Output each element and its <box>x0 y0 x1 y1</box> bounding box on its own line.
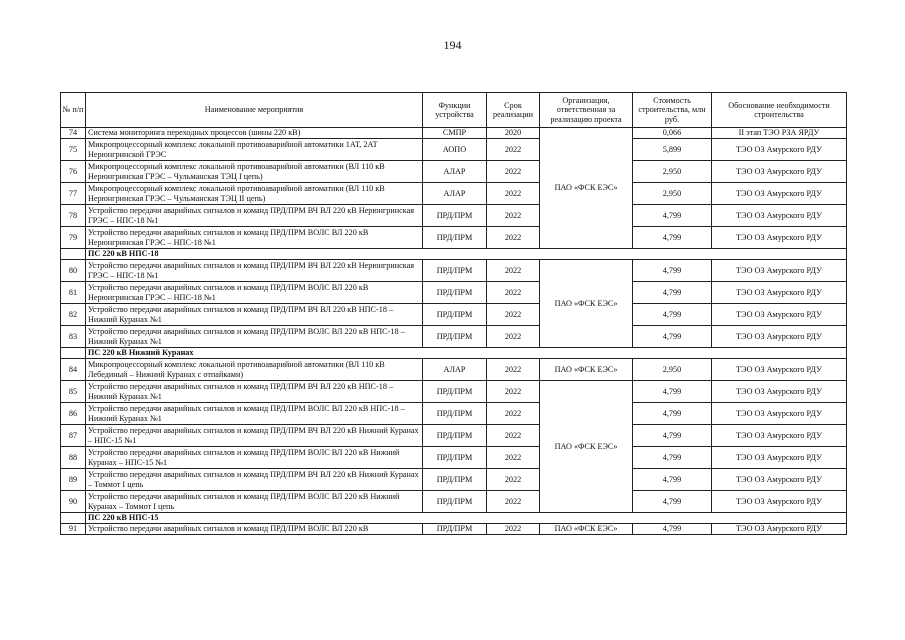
cell-name: Устройство передачи аварийных сигналов и команд ПРД/ПРМ ВОЛС ВЛ 220 кВ Нерюнгринская ГРЭС – НПС-18 №1 <box>86 282 423 304</box>
cell-basis: ТЭО ОЗ Амурского РДУ <box>712 447 847 469</box>
table-row <box>61 359 847 381</box>
cell-term: 2022 <box>487 403 540 425</box>
cell-term: 2022 <box>487 282 540 304</box>
cell-func: ПРД/ПРМ <box>423 227 487 249</box>
table-row <box>61 227 847 249</box>
cell-name: Микропроцессорный комплекс локальной противоаварийной автоматики (ВЛ 110 кВ Нерюнгринская ГРЭС – Чульманская ТЭЦ II цепь) <box>86 183 423 205</box>
cell-func: ПРД/ПРМ <box>423 425 487 447</box>
cell-name: Устройство передачи аварийных сигналов и команд ПРД/ПРМ ВЧ ВЛ 220 кВ Нерюнгринская ГРЭС – НПС-18 №1 <box>86 260 423 282</box>
cell-cost: 4,799 <box>633 425 712 447</box>
section-row <box>61 249 847 260</box>
cell-func: АЛАР <box>423 183 487 205</box>
cell-term: 2022 <box>487 381 540 403</box>
cell-basis: ТЭО ОЗ Амурского РДУ <box>712 425 847 447</box>
table-row <box>61 282 847 304</box>
cell-num: 88 <box>61 447 86 469</box>
table-row <box>61 491 847 513</box>
cell-org-group: ПАО «ФСК ЕЭС» <box>540 260 633 348</box>
cell-num: 76 <box>61 161 86 183</box>
section-num-cell <box>61 348 86 359</box>
cell-name: Устройство передачи аварийных сигналов и команд ПРД/ПРМ ВОЛС ВЛ 220 кВ Нижний Куранах – НПС-15 №1 <box>86 447 423 469</box>
page-number: 194 <box>443 38 462 52</box>
cell-cost: 4,799 <box>633 227 712 249</box>
table-header-row <box>61 93 847 128</box>
cell-func: ПРД/ПРМ <box>423 260 487 282</box>
table-row <box>61 403 847 425</box>
cell-basis: ТЭО ОЗ Амурского РДУ <box>712 326 847 348</box>
cell-basis: ТЭО ОЗ Амурского РДУ <box>712 359 847 381</box>
cell-num: 84 <box>61 359 86 381</box>
measures-table <box>60 92 847 535</box>
cell-num: 74 <box>61 128 86 139</box>
section-num-cell <box>61 513 86 524</box>
cell-basis: II этап ТЭО РЗА ЯРДУ <box>712 128 847 139</box>
cell-name: Микропроцессорный комплекс локальной противоаварийной автоматики (ВЛ 110 кВ Нерюнгринская ГРЭС – Чульманская ТЭЦ I цепь) <box>86 161 423 183</box>
cell-cost: 4,799 <box>633 282 712 304</box>
cell-term: 2022 <box>487 205 540 227</box>
cell-name: Устройство передачи аварийных сигналов и команд ПРД/ПРМ ВЧ ВЛ 220 кВ НПС-18 – Нижний Куранах №1 <box>86 381 423 403</box>
cell-name: Устройство передачи аварийных сигналов и команд ПРД/ПРМ ВЧ ВЛ 220 кВ Нерюнгринская ГРЭС – НПС-18 №1 <box>86 205 423 227</box>
table-row <box>61 161 847 183</box>
cell-name: Устройство передачи аварийных сигналов и команд ПРД/ПРМ ВОЛС ВЛ 220 кВ Нижний Куранах – Томмот I цепь <box>86 491 423 513</box>
cell-term: 2022 <box>487 359 540 381</box>
cell-name: Микропроцессорный комплекс локальной противоаварийной автоматики (ВЛ 110 кВ Лебединый – Нижний Куранах с отпайками) <box>86 359 423 381</box>
cell-cost: 0,066 <box>633 128 712 139</box>
cell-func: ПРД/ПРМ <box>423 403 487 425</box>
table-row <box>61 139 847 161</box>
cell-cost: 4,799 <box>633 469 712 491</box>
header-cost: Стоимость строительства, млн руб. <box>633 93 712 128</box>
cell-org-group: ПАО «ФСК ЕЭС» <box>540 128 633 249</box>
cell-org-group: ПАО «ФСК ЕЭС» <box>540 381 633 513</box>
cell-num: 80 <box>61 260 86 282</box>
cell-term: 2020 <box>487 128 540 139</box>
cell-num: 81 <box>61 282 86 304</box>
cell-basis: ТЭО ОЗ Амурского РДУ <box>712 491 847 513</box>
table-row <box>61 524 847 535</box>
cell-num: 82 <box>61 304 86 326</box>
cell-basis: ТЭО ОЗ Амурского РДУ <box>712 282 847 304</box>
section-title: ПС 220 кВ Нижний Куранах <box>86 348 847 359</box>
cell-cost: 4,799 <box>633 491 712 513</box>
table-row <box>61 469 847 491</box>
cell-func: ПРД/ПРМ <box>423 304 487 326</box>
cell-cost: 2,950 <box>633 359 712 381</box>
cell-cost: 4,799 <box>633 381 712 403</box>
cell-term: 2022 <box>487 326 540 348</box>
table-row <box>61 205 847 227</box>
cell-name: Система мониторинга переходных процессов (шины 220 кВ) <box>86 128 423 139</box>
cell-term: 2022 <box>487 139 540 161</box>
cell-func: ПРД/ПРМ <box>423 282 487 304</box>
header-name: Наименование мероприятия <box>86 93 423 128</box>
cell-func: ПРД/ПРМ <box>423 447 487 469</box>
cell-term: 2022 <box>487 227 540 249</box>
cell-cost: 4,799 <box>633 205 712 227</box>
cell-term: 2022 <box>487 183 540 205</box>
cell-num: 90 <box>61 491 86 513</box>
cell-term: 2022 <box>487 161 540 183</box>
cell-func: АЛАР <box>423 359 487 381</box>
cell-name: Устройство передачи аварийных сигналов и команд ПРД/ПРМ ВОЛС ВЛ 220 кВ НПС-18 – Нижний Куранах №1 <box>86 326 423 348</box>
cell-basis: ТЭО ОЗ Амурского РДУ <box>712 403 847 425</box>
cell-cost: 2,950 <box>633 183 712 205</box>
cell-term: 2022 <box>487 491 540 513</box>
cell-num: 75 <box>61 139 86 161</box>
cell-org-group: ПАО «ФСК ЕЭС» <box>540 359 633 381</box>
cell-num: 86 <box>61 403 86 425</box>
table-row <box>61 425 847 447</box>
cell-basis: ТЭО ОЗ Амурского РДУ <box>712 260 847 282</box>
cell-term: 2022 <box>487 447 540 469</box>
table-row <box>61 183 847 205</box>
cell-name: Устройство передачи аварийных сигналов и команд ПРД/ПРМ ВОЛС ВЛ 220 кВ НПС-18 – Нижний Куранах №1 <box>86 403 423 425</box>
cell-term: 2022 <box>487 425 540 447</box>
cell-basis: ТЭО ОЗ Амурского РДУ <box>712 139 847 161</box>
section-row <box>61 348 847 359</box>
cell-func: ПРД/ПРМ <box>423 205 487 227</box>
header-term: Срок реализации <box>487 93 540 128</box>
cell-cost: 4,799 <box>633 326 712 348</box>
header-func: Функции устройства <box>423 93 487 128</box>
cell-num: 77 <box>61 183 86 205</box>
cell-cost: 4,799 <box>633 260 712 282</box>
table-row <box>61 304 847 326</box>
section-title: ПС 220 кВ НПС-18 <box>86 249 847 260</box>
section-num-cell <box>61 249 86 260</box>
cell-name: Микропроцессорный комплекс локальной противоаварийной автоматики 1АТ, 2АТ Нерюнгринской ГРЭС <box>86 139 423 161</box>
cell-num: 89 <box>61 469 86 491</box>
cell-func: ПРД/ПРМ <box>423 469 487 491</box>
cell-cost: 2,950 <box>633 161 712 183</box>
cell-num: 83 <box>61 326 86 348</box>
cell-num: 79 <box>61 227 86 249</box>
cell-basis: ТЭО ОЗ Амурского РДУ <box>712 183 847 205</box>
table-row <box>61 128 847 139</box>
cell-term: 2022 <box>487 469 540 491</box>
cell-cost: 4,799 <box>633 304 712 326</box>
cell-name: Устройство передачи аварийных сигналов и команд ПРД/ПРМ ВЧ ВЛ 220 кВ Нижний Куранах – Томмот I цепь <box>86 469 423 491</box>
cell-basis: ТЭО ОЗ Амурского РДУ <box>712 227 847 249</box>
cell-num: 87 <box>61 425 86 447</box>
table-row <box>61 326 847 348</box>
cell-cost: 4,799 <box>633 447 712 469</box>
cell-name: Устройство передачи аварийных сигналов и команд ПРД/ПРМ ВОЛС ВЛ 220 кВ Нерюнгринская ГРЭС – НПС-18 №1 <box>86 227 423 249</box>
cell-func: ПРД/ПРМ <box>423 381 487 403</box>
cell-cost: 5,899 <box>633 139 712 161</box>
cell-name: Устройство передачи аварийных сигналов и команд ПРД/ПРМ ВЧ ВЛ 220 кВ НПС-18 – Нижний Куранах №1 <box>86 304 423 326</box>
header-org: Организация, ответственная за реализацию проекта <box>540 93 633 128</box>
cell-func: ПРД/ПРМ <box>423 524 487 535</box>
cell-name: Устройство передачи аварийных сигналов и команд ПРД/ПРМ ВОЛС ВЛ 220 кВ <box>86 524 423 535</box>
section-title: ПС 220 кВ НПС-15 <box>86 513 847 524</box>
cell-basis: ТЭО ОЗ Амурского РДУ <box>712 381 847 403</box>
cell-num: 85 <box>61 381 86 403</box>
cell-num: 91 <box>61 524 86 535</box>
cell-func: СМПР <box>423 128 487 139</box>
table-row <box>61 447 847 469</box>
cell-term: 2022 <box>487 524 540 535</box>
cell-basis: ТЭО ОЗ Амурского РДУ <box>712 469 847 491</box>
cell-cost: 4,799 <box>633 524 712 535</box>
cell-func: ПРД/ПРМ <box>423 491 487 513</box>
table-row <box>61 381 847 403</box>
header-num: № п/п <box>61 93 86 128</box>
cell-basis: ТЭО ОЗ Амурского РДУ <box>712 524 847 535</box>
cell-func: АОПО <box>423 139 487 161</box>
header-basis: Обоснование необходимости строительства <box>712 93 847 128</box>
cell-term: 2022 <box>487 260 540 282</box>
cell-num: 78 <box>61 205 86 227</box>
cell-org: ПАО «ФСК ЕЭС» <box>540 524 633 535</box>
cell-term: 2022 <box>487 304 540 326</box>
cell-basis: ТЭО ОЗ Амурского РДУ <box>712 205 847 227</box>
section-row <box>61 513 847 524</box>
cell-name: Устройство передачи аварийных сигналов и команд ПРД/ПРМ ВЧ ВЛ 220 кВ Нижний Куранах – НПС-15 №1 <box>86 425 423 447</box>
cell-cost: 4,799 <box>633 403 712 425</box>
cell-func: АЛАР <box>423 161 487 183</box>
table-row <box>61 260 847 282</box>
cell-basis: ТЭО ОЗ Амурского РДУ <box>712 304 847 326</box>
cell-func: ПРД/ПРМ <box>423 326 487 348</box>
cell-basis: ТЭО ОЗ Амурского РДУ <box>712 161 847 183</box>
